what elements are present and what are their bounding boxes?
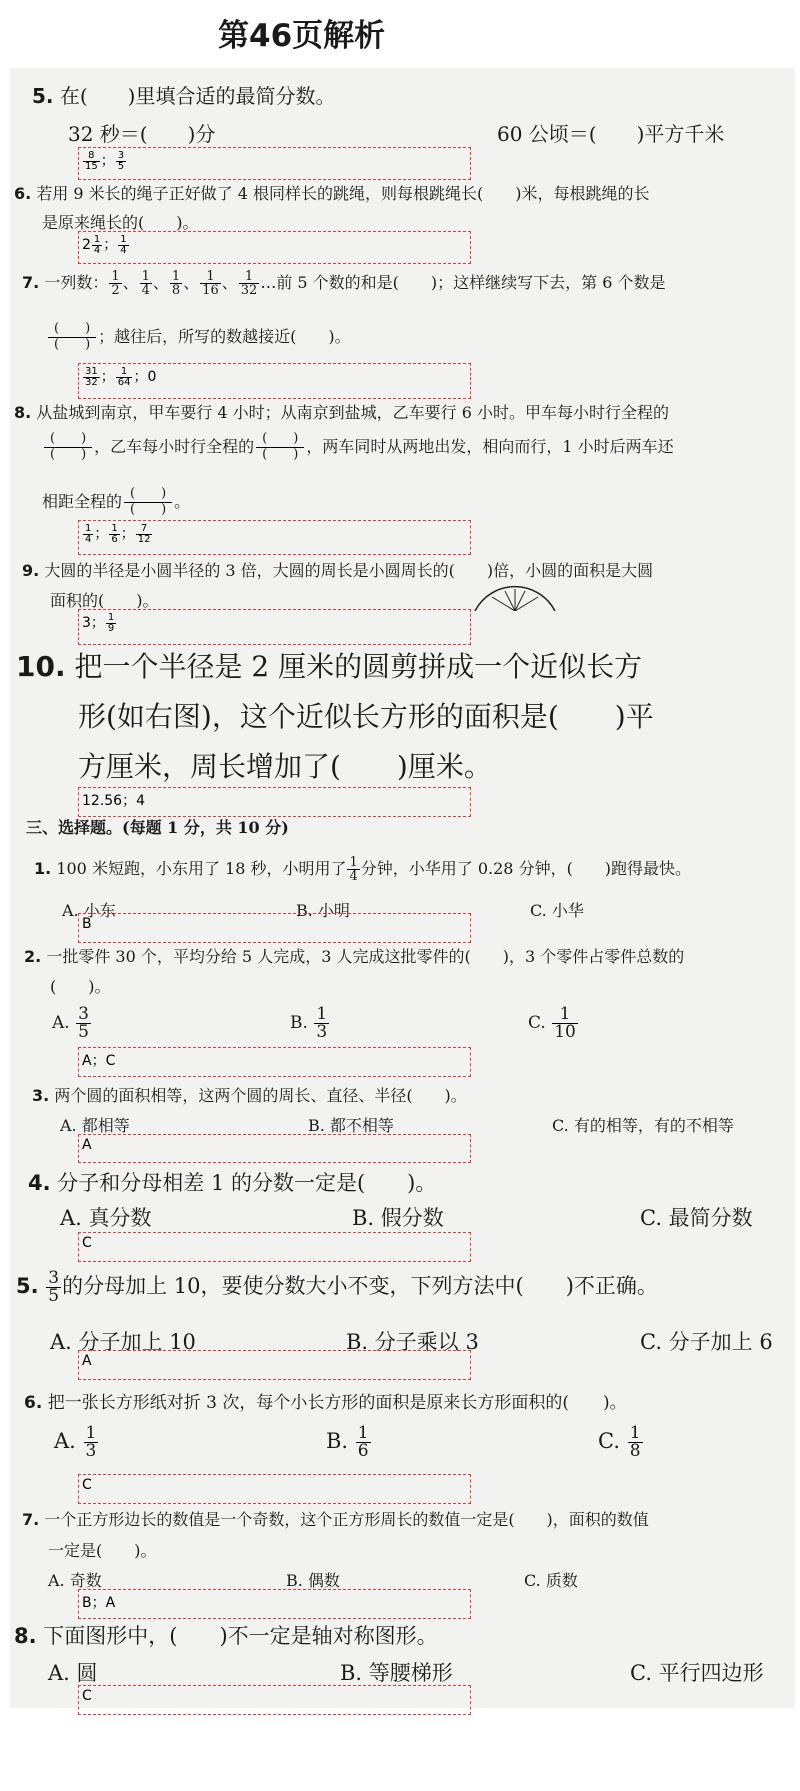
answer-box: 12.56；4 [78, 787, 471, 817]
question-9: 9. 大圆的半径是小圆半径的 3 倍，大圆的周长是小圆周长的( )倍，小圆的面积是大圆 [22, 561, 654, 580]
answer-box: A [78, 1134, 471, 1163]
option-c: C. 最简分数 [640, 1206, 753, 1230]
option-c: C. 小华 [530, 901, 584, 920]
option-a: A. $\frac{3}{5}$ [52, 1004, 89, 1042]
question-8: 8. 从盐城到南京，甲车要行 4 小时；从南京到盐城，乙车要行 6 小时。甲车每小时行全程的 [14, 403, 670, 422]
question-5: 5. 在( )里填合适的最简分数。 [32, 84, 336, 108]
q5-left: 32 秒＝( )分 [68, 122, 216, 146]
option-b: B. 偶数 [286, 1571, 340, 1590]
option-b: B. $\frac{1}{3}$ [290, 1004, 328, 1042]
question-10: 10. 把一个半径是 2 厘米的圆剪拼成一个近似长方 [16, 650, 643, 683]
answer-box: C [78, 1474, 471, 1504]
question-6: 6. 若用 9 米长的绳子正好做了 4 根同样长的跳绳，则每根跳绳长( )米，每根跳绳的长 [14, 184, 650, 203]
option-b: B. 都不相等 [308, 1116, 394, 1135]
scan-background [10, 68, 795, 1708]
option-c: C. 质数 [524, 1571, 578, 1590]
answer-box: C [78, 1685, 471, 1715]
q8-line3: 相距全程的 ( ) ( ) 。 [42, 486, 191, 517]
answer-box: A；C [78, 1047, 471, 1077]
option-a: A. 分子加上 10 [50, 1330, 196, 1354]
answer-box: B [78, 913, 471, 943]
option-a: A. 真分数 [60, 1206, 152, 1230]
answer-box: C [78, 1232, 471, 1262]
answer-box: A [78, 1350, 471, 1380]
option-a: A. 都相等 [60, 1116, 130, 1135]
q7-line2: ( ) ( ) ；越往后，所写的数越接近( )。 [46, 322, 351, 353]
choice-question-2: 2. 一批零件 30 个，平均分给 5 人完成，3 人完成这批零件的( )，3 个零件占零件总数的 [24, 947, 685, 966]
option-b: B. 分子乘以 3 [346, 1330, 479, 1354]
answer-box: $\frac{1}{4}$ ； $\frac{1}{6}$ ； $\frac{7}{12}$ [78, 520, 471, 555]
option-b: B. 假分数 [352, 1206, 444, 1230]
question-7: 7. 一列数： $\frac{1}{2}$ 、 $\frac{1}{4}$ 、 $\frac{1}{8}$ 、 $\frac{1}{16}$ 、 $\frac{1}{32}$ …前 5 个数的和是( )；这样继续写下去，第 6 个数是 [22, 269, 666, 298]
option-c: C. 分子加上 6 [640, 1330, 773, 1354]
choice-question-7: 7. 一个正方形边长的数值是一个奇数，这个正方形周长的数值一定是( )，面积的数值 [22, 1510, 649, 1529]
option-c: C. $\frac{1}{8}$ [598, 1423, 641, 1461]
c7-line2: 一定是( )。 [48, 1541, 157, 1560]
q10-line2: 形(如右图)，这个近似长方形的面积是( )平 [78, 700, 654, 733]
answer-box: 2 $\frac{1}{4}$ ； $\frac{1}{4}$ [78, 231, 471, 264]
q10-line3: 方厘米，周长增加了( )厘米。 [78, 750, 492, 783]
option-a: A. $\frac{1}{3}$ [54, 1423, 97, 1461]
option-c: C. 有的相等，有的不相等 [552, 1116, 734, 1135]
option-b: B. $\frac{1}{6}$ [326, 1423, 369, 1461]
choice-question-5: 5. $\frac{3}{5}$ 的分母加上 10，要使分数大小不变，下列方法中( )不正确。 [16, 1268, 658, 1306]
option-b: B. 小明 [296, 901, 350, 920]
option-a: A. 圆 [48, 1661, 98, 1685]
option-a: A. 小东 [62, 901, 116, 920]
q6-line2: 是原来绳长的( )。 [42, 213, 199, 232]
option-c: C. $\frac{1}{10}$ [528, 1004, 576, 1042]
option-a: A. 奇数 [48, 1571, 102, 1590]
answer-box: $\frac{31}{32}$ ； $\frac{1}{64}$ ；0 [78, 363, 471, 399]
q8-line2: ( ) ( ) ，乙车每小时行全程的 ( ) ( ) ，两车同时从两地出发，相向而行，1 小时后两车还 [42, 432, 674, 463]
c2-line2: ( )。 [50, 977, 111, 996]
q9-line2: 面积的( )。 [50, 591, 159, 610]
choice-question-1: 1. 100 米短跑，小东用了 18 秒，小明用了 $\frac{1}{4}$ 分钟，小华用了 0.28 分钟，( )跑得最快。 [34, 855, 692, 884]
answer-box: 3； $\frac{1}{9}$ [78, 609, 471, 645]
choice-question-8: 8. 下面图形中，( )不一定是轴对称图形。 [14, 1624, 438, 1648]
answer-box: B；A [78, 1589, 471, 1619]
circle-cut-figure [470, 585, 560, 611]
choice-question-3: 3. 两个圆的面积相等，这两个圆的周长、直径、半径( )。 [32, 1086, 467, 1105]
page-title: 第46页解析 [218, 18, 386, 54]
choice-question-6: 6. 把一张长方形纸对折 3 次，每个小长方形的面积是原来长方形面积的( )。 [24, 1393, 627, 1413]
q5-right: 60 公顷＝( )平方千米 [497, 122, 725, 146]
answer-box: $\frac{8}{15}$ ； $\frac{3}{5}$ [78, 147, 471, 180]
option-b: B. 等腰梯形 [340, 1661, 453, 1685]
choice-question-4: 4. 分子和分母相差 1 的分数一定是( )。 [28, 1171, 437, 1195]
option-c: C. 平行四边形 [630, 1661, 764, 1685]
section-heading: 三、选择题。(每题 1 分，共 10 分) [26, 818, 289, 837]
